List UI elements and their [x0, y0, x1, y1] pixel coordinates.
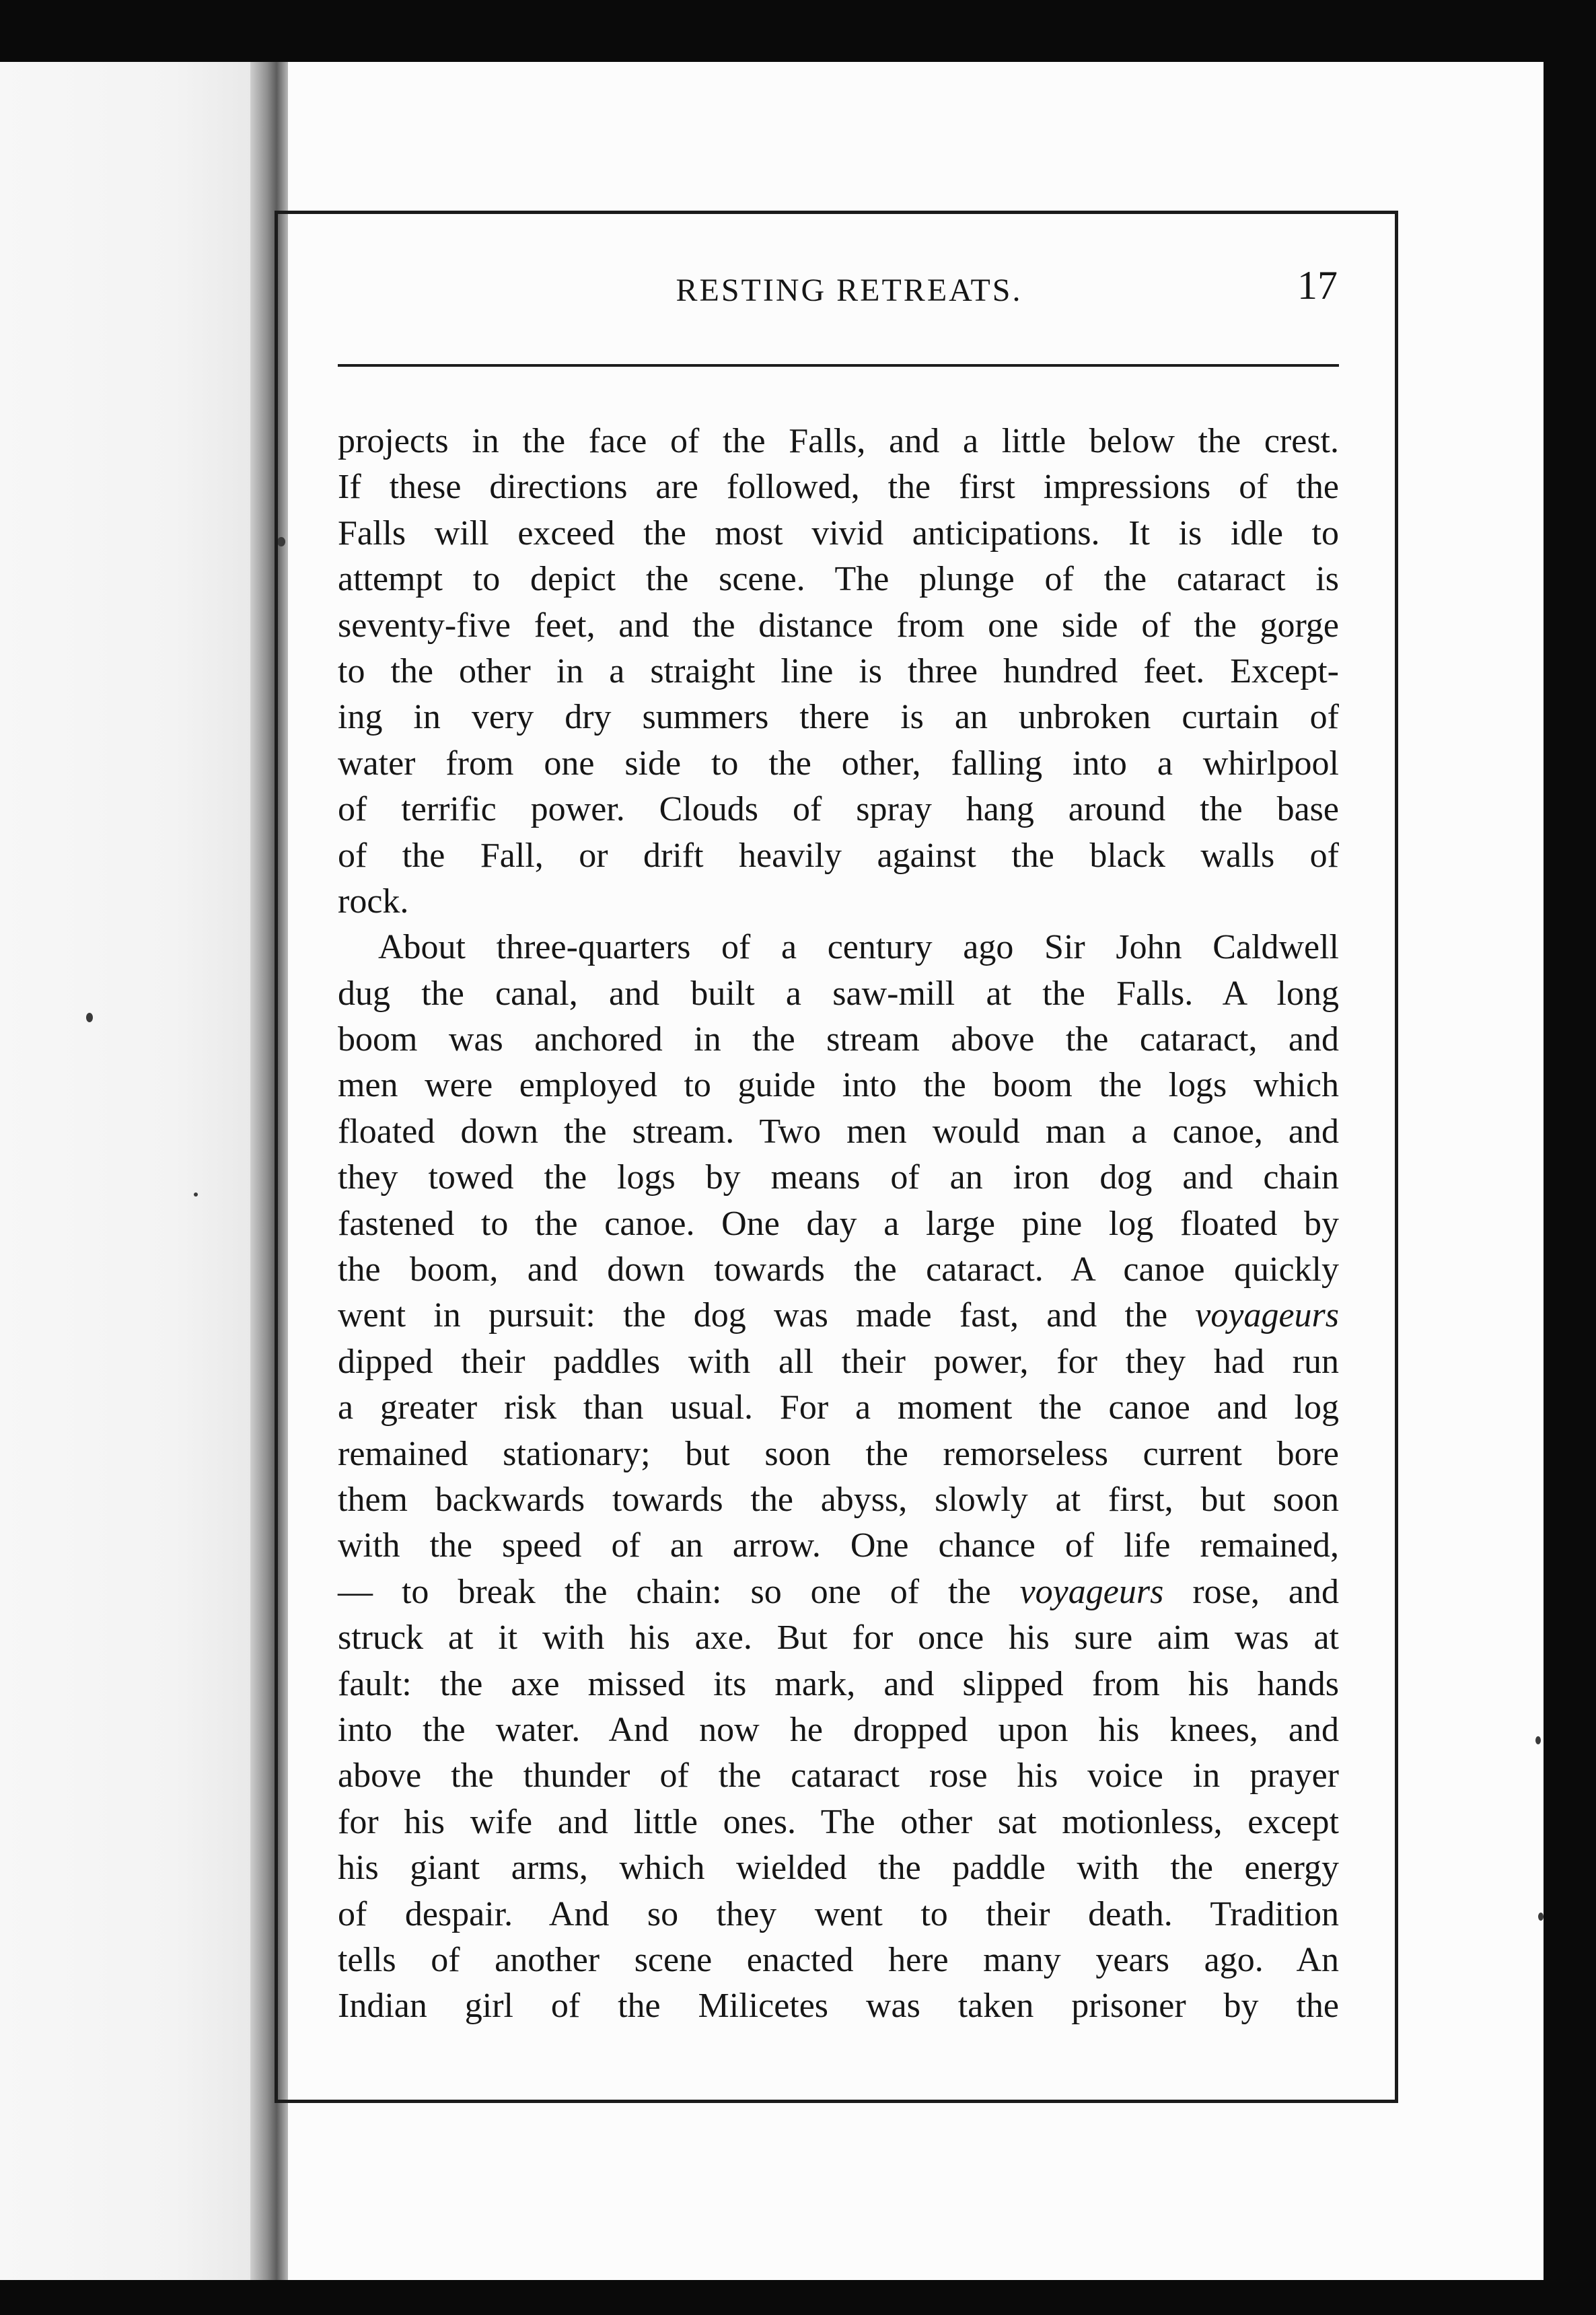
scan-edge-right: [1544, 0, 1596, 2315]
text-line: fastened to the canoe. One day a large pine log floated by: [338, 1204, 1339, 1243]
text-line: Indian girl of the Milicetes was taken prisoner by the: [338, 1987, 1339, 2026]
text-line: tells of another scene enacted here many years ago. An: [338, 1940, 1339, 1979]
text-line: struck at it with his axe. But for once his sure aim was at: [338, 1618, 1339, 1658]
text-fragment: went in pursuit: the dog was made fast, and the: [338, 1296, 1168, 1335]
text-line: ing in very dry summers there is an unbroken curtain of: [338, 698, 1339, 737]
text-line: them backwards towards the abyss, slowly at first, but soon: [338, 1480, 1339, 1519]
scan-edge-top: [0, 0, 1596, 62]
text-line: above the thunder of the cataract rose his voice in prayer: [338, 1756, 1339, 1795]
text-fragment: — to break the chain: so one of the: [338, 1572, 991, 1611]
text-line: the boom, and down towards the cataract. A canoe quickly: [338, 1250, 1339, 1289]
text-line: of despair. And so they went to their death. Tradition: [338, 1894, 1339, 1933]
text-line: floated down the stream. Two men would man a canoe, and: [338, 1112, 1339, 1151]
text-line-with-italic: [338, 1569, 1339, 1615]
text-line: men were employed to guide into the boom the logs which: [338, 1066, 1339, 1105]
scan-speck: [1538, 1913, 1544, 1921]
scan-speck: [86, 1013, 93, 1022]
text-line: they towed the logs by means of an iron dog and chain: [338, 1158, 1339, 1197]
text-line: of the Fall, or drift heavily against the black walls of: [338, 836, 1339, 875]
text-line: seventy-five feet, and the distance from one side of the gorge: [338, 606, 1339, 645]
page-number: 17: [1297, 263, 1338, 308]
text-line: projects in the face of the Falls, and a little below the crest.: [338, 422, 1339, 460]
text-line: rock.: [338, 882, 409, 921]
text-line-with-italic: [338, 1293, 1339, 1339]
text-line: for his wife and little ones. The other sat motionless, except: [338, 1802, 1339, 1841]
text-line: attempt to depict the scene. The plunge of the cataract is: [338, 560, 1339, 599]
scan-edge-bottom: [0, 2280, 1596, 2315]
scan-speck: [1535, 1736, 1541, 1744]
scan-speck: [194, 1192, 198, 1197]
text-line: his giant arms, which wielded the paddle with the energy: [338, 1849, 1339, 1888]
text-line: into the water. And now he dropped upon his knees, and: [338, 1710, 1339, 1749]
text-line: of terrific power. Clouds of spray hang around the base: [338, 790, 1339, 829]
text-line: Falls will exceed the most vivid anticipations. It is idle to: [338, 513, 1339, 553]
text-line: dipped their paddles with all their power, for they had run: [338, 1342, 1339, 1381]
text-line: with the speed of an arrow. One chance of life remained,: [338, 1526, 1339, 1565]
text-line: a greater risk than usual. For a moment the canoe and log: [338, 1388, 1339, 1427]
text-line: to the other in a straight line is three hundred feet. Except-: [338, 651, 1339, 690]
text-fragment: rose, and: [1192, 1572, 1340, 1611]
running-title: RESTING RETREATS.: [676, 273, 1023, 308]
italic-word: voyageurs: [1019, 1572, 1164, 1611]
body-text: [338, 419, 1339, 2030]
italic-word: voyageurs: [1195, 1296, 1339, 1335]
text-line: water from one side to the other, falling into a whirlpool: [338, 744, 1339, 783]
text-line: If these directions are followed, the first impressions of the: [338, 468, 1339, 507]
text-line: About three-quarters of a century ago Sir John Caldwell: [378, 928, 1339, 967]
facing-page: [0, 62, 250, 2280]
text-line: dug the canal, and built a saw-mill at the Falls. A long: [338, 974, 1339, 1013]
header-rule: [338, 364, 1339, 367]
text-line: boom was anchored in the stream above the cataract, and: [338, 1020, 1339, 1059]
text-line: remained stationary; but soon the remorseless current bore: [338, 1434, 1339, 1473]
text-line: fault: the axe missed its mark, and slipped from his hands: [338, 1664, 1339, 1703]
